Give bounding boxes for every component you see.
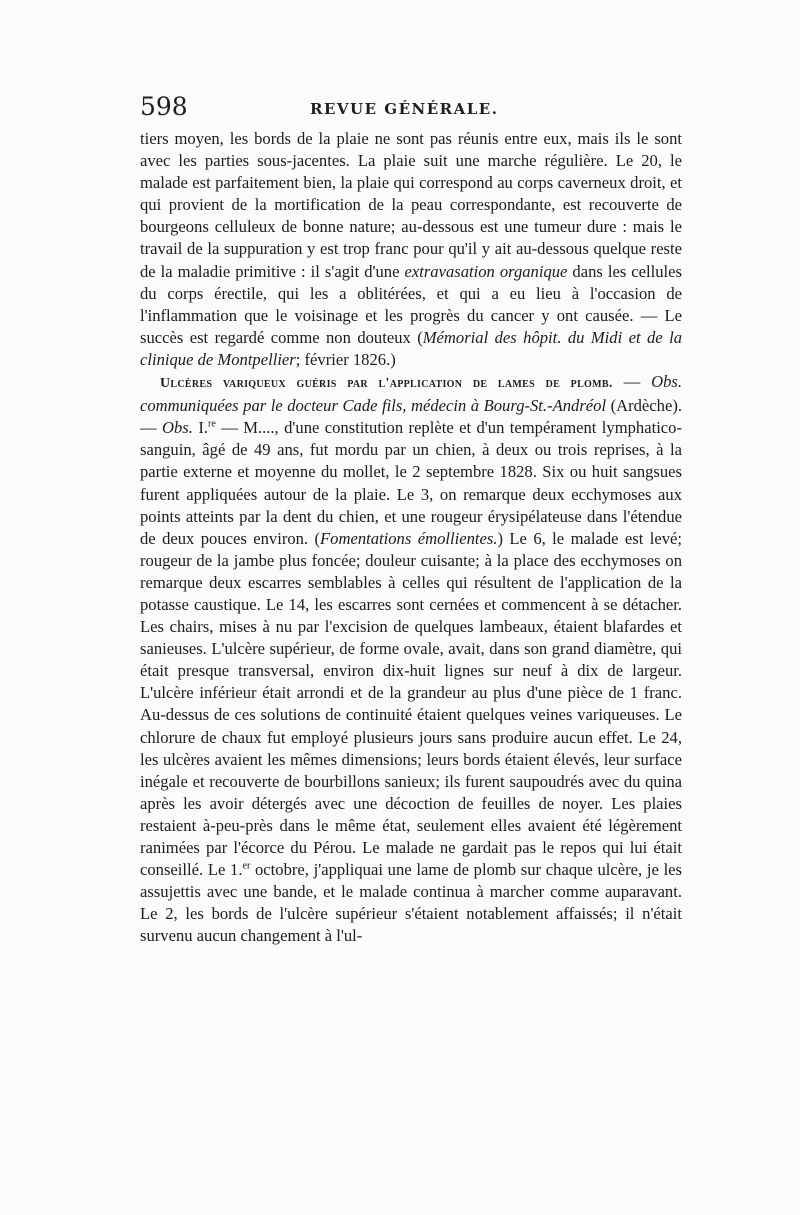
text-run: dans les cellules du corps érectile, qui les a oblitérées, et qui a eu lieu à l'occasion de l'inflammation que le voisinage et les progrès du cancer y ont causée. — Le succès est regardé comme non douteux ( [140,261,682,347]
text-run: octobre, j'appliquai une lame de plomb sur chaque ulcère, je les assujettis avec une bande, et le malade continua à marcher comme auparavant. Le 2, les bords de l'ulcère supérieur s'étaient notablement affaissés; il n'était survenu aucun changement à l'ul- [140,860,682,946]
superscript: er [242,860,251,872]
section-heading: Ulcères variqueux guéris par l'application de lames de plomb. [160,376,613,392]
text-run: ; février 1826.) [295,349,396,369]
running-title: REVUE GÉNÉRALE. [310,100,499,118]
text-run: — [612,372,652,392]
text-run: (Ardèche). — [140,396,682,438]
italic-attribution: Obs. communiquées par le docteur Cade fils, médecin à Bourg-St.-Andréol [140,372,683,416]
text-run: — M...., d'une constitution replète et d'un tempérament lymphatico-sanguin, âgé de 49 ans, fut mordu par un chien, à deux ou trois reprises, à la partie externe et moyenne du mollet, le 2 septembre 1828. Six ou huit sangsues furent appliquées autour de la plaie. Le 3, on remarque deux ecchymoses aux points atteints par la dent du chien, et une rougeur érysipélateuse dans l'étendue de deux pouces environ. ( [140,418,682,548]
page-number: 598 [140,92,188,121]
paragraph-ulcers [140,371,682,947]
citation-source: Mémorial des hôpit. du Midi et de la clinique de Montpellier [140,327,682,369]
observation-label: Obs. [162,418,193,438]
paragraph-continued [140,128,682,371]
page-header [140,92,682,124]
text-run: tiers moyen, les bords de la plaie ne sont pas réunis entre eux, mais ils le sont avec les parties sous-jacentes. La plaie suit une marche régulière. Le 20, le malade est parfaitement bien, la plaie qui correspond au corps caverneux droit, et qui provient de la mortification de la peau correspondante, est recouverte de bourgeons celluleux de bonne nature; au-dessous est une tumeur dure : mais le travail de la suppuration y est trop franc pour qu'il y ait au-dessous quelque reste de la maladie primitive : il s'agit d'une [140,129,682,281]
superscript: re [208,418,216,430]
text-run: I. [192,418,208,438]
italic-term: extravasation organique [404,261,568,281]
text-run: ) Le 6, le malade est levé; rougeur de la jambe plus foncée; douleur cuisante; à la place des ecchymoses on remarque deux escarres semblables à celles qui résultent de l'application de la potasse caustique. Le 14, les escarres sont cernées et commencent à se détacher. Les chairs, mises à nu par l'excision de quelques lambeaux, étaient blafardes et sanieuses. L'ulcère supérieur, de forme ovale, avait, dans son grand diamètre, qui était presque transversal, environ dix-huit lignes sur neuf à dix de largeur. L'ulcère inférieur était arrondi et de la grandeur au plus d'une pièce de 1 franc. Au-dessus de ces solutions de continuité étaient quelques veines variqueuses. Le chlorure de chaux fut employé plusieurs jours sans produire aucun effet. Le 24, les ulcères avaient les mêmes dimensions; leurs bords étaient élevés, leur surface inégale et recouverte de bourbillons sanieux; ils furent saupoudrés avec du quina après les avoir détergés avec une décoction de feuilles de noyer. Les plaies restaient à-peu-près dans le même état, seulement elles avaient été légèrement ranimées par l'écorce du Pérou. Le malade ne gardait pas le repos qui lui était conseillé. Le 1. [140,528,683,880]
treatment-note: Fomentations émollientes. [320,528,498,548]
body-text [140,128,682,947]
